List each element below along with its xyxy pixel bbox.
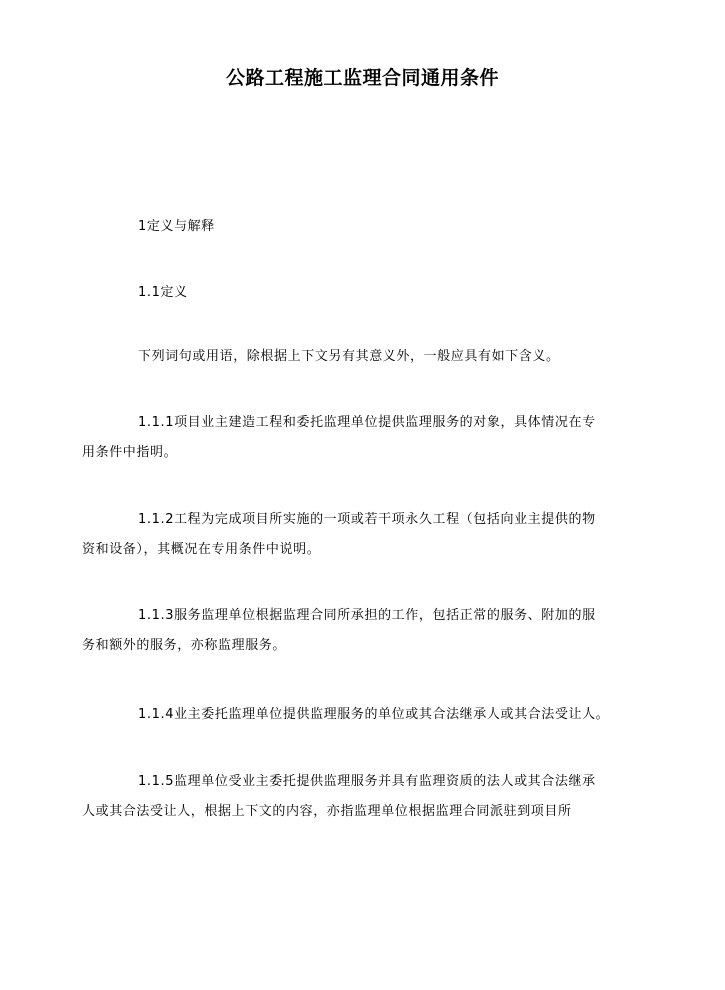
- paragraph-line: 1.1.3服务监理单位根据监理合同所承担的工作，包括正常的服务、附加的服: [138, 608, 596, 623]
- paragraph-1-1-3: [82, 601, 640, 661]
- paragraph-1-1-2: [82, 505, 640, 565]
- paragraph-line: 资和设备），其概况在专用条件中说明。: [82, 542, 321, 557]
- paragraph-line: 1.1.5监理单位受业主委托提供监理服务并具有监理资质的法人或其合法继承: [138, 774, 596, 789]
- paragraph-1-1-5: [82, 767, 640, 827]
- paragraph-line: 1.1定义: [138, 285, 188, 300]
- document-title: 公路工程施工监理合同通用条件: [225, 67, 499, 89]
- paragraph-line: 下列词句或用语，除根据上下文另有其意义外，一般应具有如下含义。: [138, 349, 560, 364]
- paragraph-1-1-4: [110, 700, 640, 730]
- section-heading-definitions: [110, 278, 640, 308]
- paragraph-1-1-1: [82, 408, 640, 468]
- section-heading-definitions-and-interpretation: [110, 212, 640, 242]
- paragraph-line: 人或其合法受让人，根据上下文的内容，亦指监理单位根据监理合同派驻到项目所: [82, 804, 572, 819]
- paragraph-line: 务和额外的服务，亦称监理服务。: [82, 638, 287, 653]
- paragraph-line: 1定义与解释: [138, 219, 215, 234]
- paragraph-line: 用条件中指明。: [82, 445, 178, 460]
- paragraph-intro: [110, 342, 640, 372]
- paragraph-line: 1.1.2工程为完成项目所实施的一项或若干项永久工程（包括向业主提供的物: [138, 512, 596, 527]
- paragraph-line: 1.1.1项目业主建造工程和委托监理单位提供监理服务的对象，具体情况在专: [138, 415, 596, 430]
- paragraph-line: 1.1.4业主委托监理单位提供监理服务的单位或其合法继承人或其合法受让人。: [138, 707, 610, 722]
